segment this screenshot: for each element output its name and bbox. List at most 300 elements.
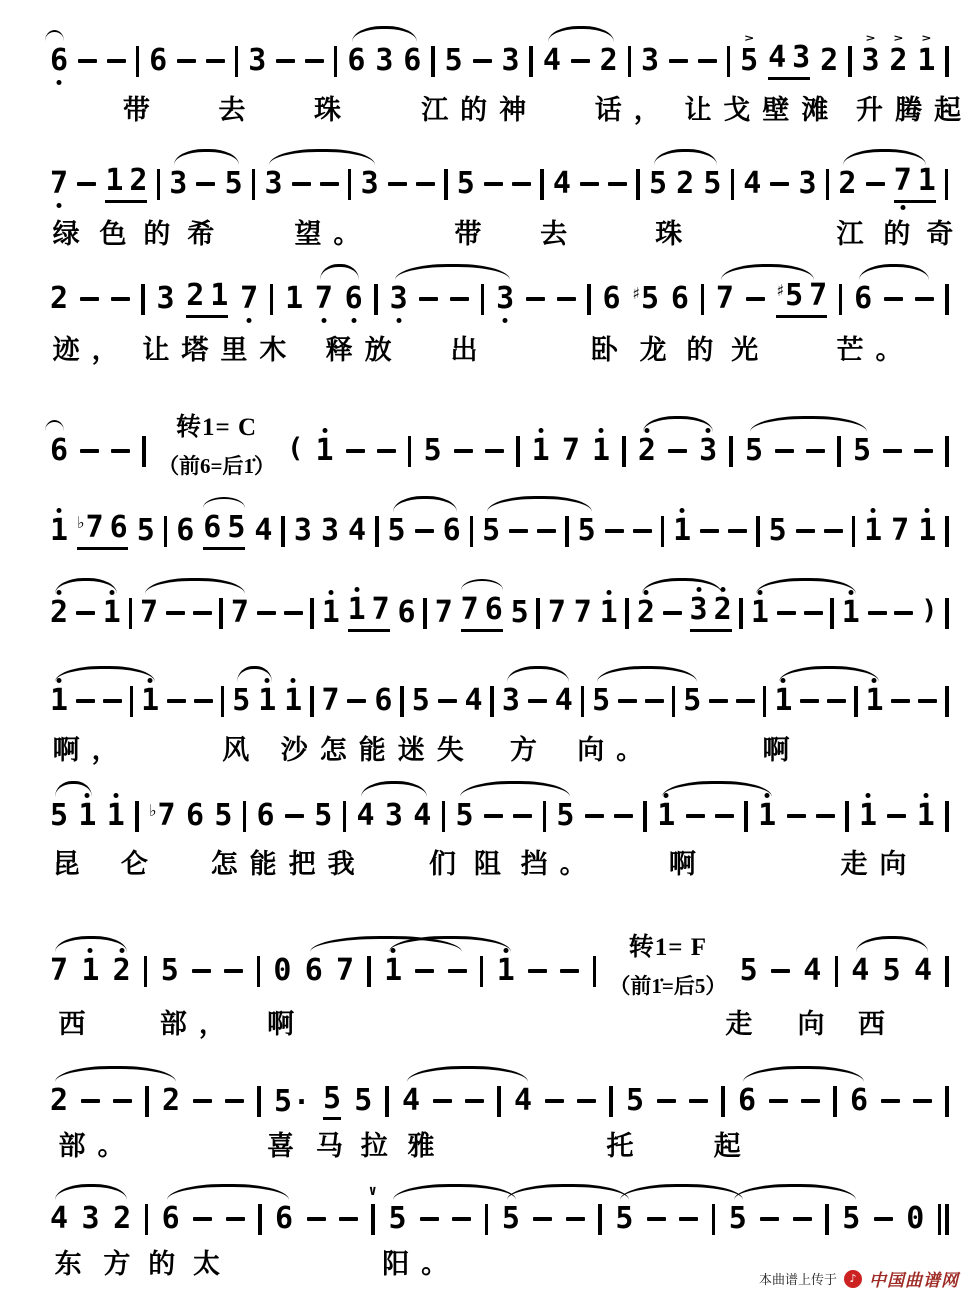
lyric: 的 [686,335,726,365]
octave-dot-above [113,793,118,798]
duration-dash [103,699,122,704]
lyric: 向 [797,1009,837,1039]
lyric: 起 [713,1131,753,1161]
note: 5 [739,953,758,988]
octave-dot-above [328,590,333,595]
music-system [0,413,975,478]
tie-arc [461,579,503,590]
barline [598,1204,602,1235]
note: 4 [356,798,375,833]
note: 3 [320,513,340,548]
note: 2 [50,281,69,316]
barline [480,956,484,987]
lyric: 西 [858,1009,897,1039]
slur-arc [779,666,879,682]
lyric: 啊 [762,735,802,765]
duration-dash [770,182,789,187]
lyric: 的 [883,219,923,249]
lyric: 绿 [52,219,92,249]
accidental-icon: ♭ [149,801,157,820]
barline [729,436,733,467]
barline [164,516,168,547]
lyric: 话， [594,95,673,125]
note: 4 [513,1083,533,1118]
note: 1 [751,597,769,629]
barline [485,1204,489,1235]
duration-dash [686,814,705,819]
note: 5 [842,1201,861,1236]
duration-dash [560,969,579,974]
octave-dot-above [322,428,327,433]
site-name: 中国曲谱网 [869,1271,959,1290]
footer-watermark [759,1266,959,1291]
duration-dash [760,1217,779,1222]
lyric: 阳。 [382,1249,461,1279]
duration-dash [284,611,303,616]
note: 3 [156,281,175,316]
duration-dash [77,182,96,187]
note: 3 [690,594,708,626]
barline [945,801,949,832]
accent-mark: > [893,31,903,45]
duration-dash [452,1217,471,1222]
duration-dash [276,59,295,64]
duration-dash [433,1099,452,1104]
note: 3 [390,283,408,315]
slur-arc [55,1184,127,1200]
slur-arc [393,496,457,512]
barline [408,436,412,467]
note: 1 [917,800,935,832]
tie-arc [203,497,245,508]
lyric: 芒。 [836,335,915,365]
accent-mark: > [921,31,931,45]
note: 2 [113,1201,132,1236]
slur-arc [654,149,717,165]
barline [529,46,533,77]
duration-dash [633,529,652,534]
notation-row [0,165,975,203]
duration-dash [388,182,407,187]
note-group [690,594,732,632]
lyric: 东 [54,1249,94,1279]
note: 1 [600,597,618,629]
barline [854,686,858,717]
barline [258,1204,262,1235]
duration-dash [420,1217,439,1222]
note: 5 [224,166,243,201]
barline [157,169,161,200]
lyric: 珠 [313,95,353,125]
note: 6 [374,683,393,718]
slur-arc [750,416,867,432]
duration-dash [914,449,933,454]
barline [945,284,949,315]
notation-row [0,413,975,478]
duration-dash [647,1217,666,1222]
note: 3 [169,166,188,201]
note: 1 [917,163,936,198]
octave-dot-above [923,793,928,798]
barline [825,1204,829,1235]
duration-dash [824,529,843,534]
slur-arc [361,781,427,797]
close-paren: ) [921,594,938,626]
slur-arc [597,666,697,682]
note: 4 [913,953,933,988]
note: 2 [50,597,68,629]
note: 4 [768,40,787,75]
duration-dash [305,59,324,64]
note: 5 [136,513,155,548]
notation-row [0,31,975,80]
octave-dot-below [351,318,356,323]
lyric: 走 [725,1009,765,1039]
barline [145,1204,149,1235]
octave-dot-above [354,587,359,592]
duration-dash [566,1217,585,1222]
lyric: 让戈壁滩 [684,95,841,125]
note: 2 [638,435,656,467]
lyric: 色 [99,219,139,249]
lyric: 部， [159,1009,238,1039]
lyric: 龙 [639,335,679,365]
duration-dash [557,297,576,302]
note: 4 [743,166,762,201]
duration-dash [894,611,913,616]
note: 7 [894,165,912,197]
key-change-annotation [158,407,275,480]
music-system [0,163,975,249]
barline [130,686,134,717]
octave-dot-below [321,318,326,323]
key-change-top: 转1= C [176,413,258,441]
note: 6 [397,595,416,630]
note-group [894,165,936,203]
duration-dash [884,297,903,302]
note: 6 [304,953,323,988]
barline [727,46,731,77]
note: 5 [744,433,764,468]
duration-dash [419,297,438,302]
lyric: 方 [509,735,549,765]
note: 7 [561,433,580,468]
slur-arc [859,264,930,280]
barline [609,1086,613,1117]
slur-arc [721,264,815,280]
note: 6 [849,1083,869,1118]
barline [343,801,347,832]
octave-dot-above [606,590,611,595]
slur-arc [237,666,272,682]
lyric: 方 [103,1249,143,1279]
lyric: 啊 [267,1009,307,1039]
note-group [461,594,503,632]
lyric: 走向 [840,849,919,879]
slur-arc [55,1066,176,1082]
notation-row [0,280,975,318]
slur-arc [393,1184,516,1200]
note: 1 [918,515,936,547]
note: 3 [496,283,514,315]
duration-dash [580,182,599,187]
barline [141,284,145,315]
note: 5 [444,43,463,78]
duration-dash [307,1217,326,1222]
octave-dot-below [247,318,252,323]
note: 7 [434,595,453,630]
barline [334,46,338,77]
note: 4 [552,166,571,201]
duration-dash [801,1099,820,1104]
duration-dash [709,699,728,704]
slur-arc [507,666,569,682]
note: 4 [348,513,367,548]
note: 7 [139,595,158,630]
note: 1 [50,515,68,547]
music-system [0,933,975,1039]
barline [744,801,748,832]
slur-arc [55,666,155,682]
note: 1 [592,435,610,467]
lyric: 去 [218,95,258,125]
duration-dash [512,182,531,187]
notation-row [0,933,975,998]
duration-dash [76,611,95,616]
note: 6 [442,513,461,548]
lyric: 啊， [52,735,131,765]
footer-upload-text: 本曲谱上传于 [758,1272,837,1287]
duration-dash [663,611,682,616]
note: ♯5 [776,278,804,313]
octave-dot-below [57,203,62,208]
music-system [0,797,975,879]
octave-dot-below [57,80,62,85]
music-system [0,31,975,125]
barline [593,956,597,987]
barline [252,169,256,200]
barline [310,686,314,717]
lyric: 卧 [590,335,630,365]
barline [423,598,427,629]
slur-arc [395,264,510,280]
notation-row [0,1182,975,1238]
lyric: 阻 [473,849,513,879]
slur-arc [145,578,245,594]
note: 1 [497,955,515,987]
note: 3 [699,435,717,467]
note: 5 [683,683,702,718]
lyric: 马 [315,1131,355,1161]
note: 2 > [889,31,908,78]
barline [368,1182,377,1235]
duration-dash [113,1099,132,1104]
note: 5 [387,513,406,548]
note: 1 > [917,31,936,78]
note: ♯5 [632,281,660,316]
barline [945,686,949,717]
duration-dash [526,297,545,302]
barline [845,801,849,832]
duration-dash [285,814,304,819]
lyric: 太 [193,1249,233,1279]
lyric: 光 [731,335,771,365]
note: 5 [615,1201,634,1236]
duration-dash [881,1099,900,1104]
barline [701,284,705,315]
lyric: 的 [143,219,183,249]
duration-dash [292,182,311,187]
note: 7 [321,683,340,718]
duration-dash [177,59,196,64]
lyric: 迹， [52,335,131,365]
note: 5 [354,1083,373,1118]
note: 7 [547,595,566,630]
accent-mark: > [744,31,754,45]
barline [270,284,274,315]
slur-arc [174,149,239,165]
duration-dash [257,611,276,616]
note: 6 [737,1083,757,1118]
duration-dash [484,182,503,187]
duration-dash [775,449,794,454]
barline [374,284,378,315]
key-change-annotation [609,927,726,1000]
barline [628,46,632,77]
note: 5 [160,953,179,988]
note: 1 [316,435,334,467]
lyric: 昆 [52,849,92,879]
barline [839,284,843,315]
lyric: 带 [454,219,494,249]
duration-dash [320,182,339,187]
note: 3 > [861,31,880,78]
slur-arc [548,26,614,42]
note: 1 [673,515,691,547]
duration-dash [883,449,902,454]
music-note-icon: ♪ [849,1272,857,1285]
note: 1 [81,955,99,987]
lyric: 沙怎能迷失 [280,735,476,765]
note: 1 [285,281,304,316]
duration-dash [81,1099,100,1104]
barline [945,956,949,987]
note: 2 [50,1083,69,1118]
note: 3 [384,798,403,833]
note: 1 [532,435,550,467]
barline [431,46,435,77]
note: 4 [464,683,483,718]
note: 7 [240,283,258,315]
note: 1 [258,685,276,717]
augmentation-dot: · [293,1084,310,1118]
barline [375,516,379,547]
slur-arc [55,936,127,952]
slur-arc [734,1184,856,1200]
duration-dash [509,529,528,534]
duration-dash [874,1217,893,1222]
barline [661,516,665,547]
note: 1 [210,278,229,313]
note: 4 [851,953,870,988]
duration-dash [618,699,637,704]
note: 5 [501,1201,520,1236]
music-system [0,594,975,632]
note: 7 [460,592,479,627]
octave-dot-above [680,508,685,513]
barline [835,956,839,987]
lyric: 去 [540,219,580,249]
duration-dash [196,182,215,187]
note: 5 [768,513,787,548]
octave-dot-above [599,428,604,433]
lyric: 江 [836,219,876,249]
lyric: 带 [122,95,162,125]
note-group [105,165,147,203]
duration-dash [868,611,887,616]
notation-row [0,682,975,720]
barline [848,46,852,77]
barline [281,516,285,547]
note: 1 [657,800,675,832]
duration-dash [465,1099,484,1104]
duration-dash [107,59,126,64]
duration-dash [806,449,825,454]
note: 3 [792,40,811,75]
note: 5 > [740,31,759,78]
barline [497,1086,501,1117]
lyrics-row [0,1132,975,1166]
duration-dash [887,814,906,819]
duration-dash [339,1217,358,1222]
note: 2 [113,955,131,987]
note: 5 [728,1201,747,1236]
duration-dash [528,969,547,974]
notation-row [0,1082,975,1120]
lyric: 让塔里木 [142,335,299,365]
duration-dash [571,59,590,64]
slur-arc [856,936,928,952]
slur-arc [55,578,117,594]
note: 5 [648,166,667,201]
slur-arc [55,781,92,797]
slur-arc [843,149,926,165]
note: 6 [347,43,366,78]
octave-dot-above [291,678,296,683]
duration-dash [545,1099,564,1104]
notation-row [0,512,975,550]
note: 1 [348,594,366,626]
note: 5 [853,433,872,468]
barline [672,686,676,717]
duration-dash [193,1099,212,1104]
slur-arc [507,1184,629,1200]
barline [490,686,494,717]
lyric: 珠 [655,219,695,249]
octave-dot-above [538,428,543,433]
barline [257,956,261,987]
duration-dash [80,449,99,454]
barline [442,801,446,832]
note: 2 [714,594,732,626]
duration-dash [537,529,556,534]
note: ♭7 [149,798,176,833]
barline [348,169,352,200]
barline [400,686,404,717]
octave-dot-above [866,793,871,798]
note: 6 [109,510,128,545]
note: 5 [214,798,233,833]
